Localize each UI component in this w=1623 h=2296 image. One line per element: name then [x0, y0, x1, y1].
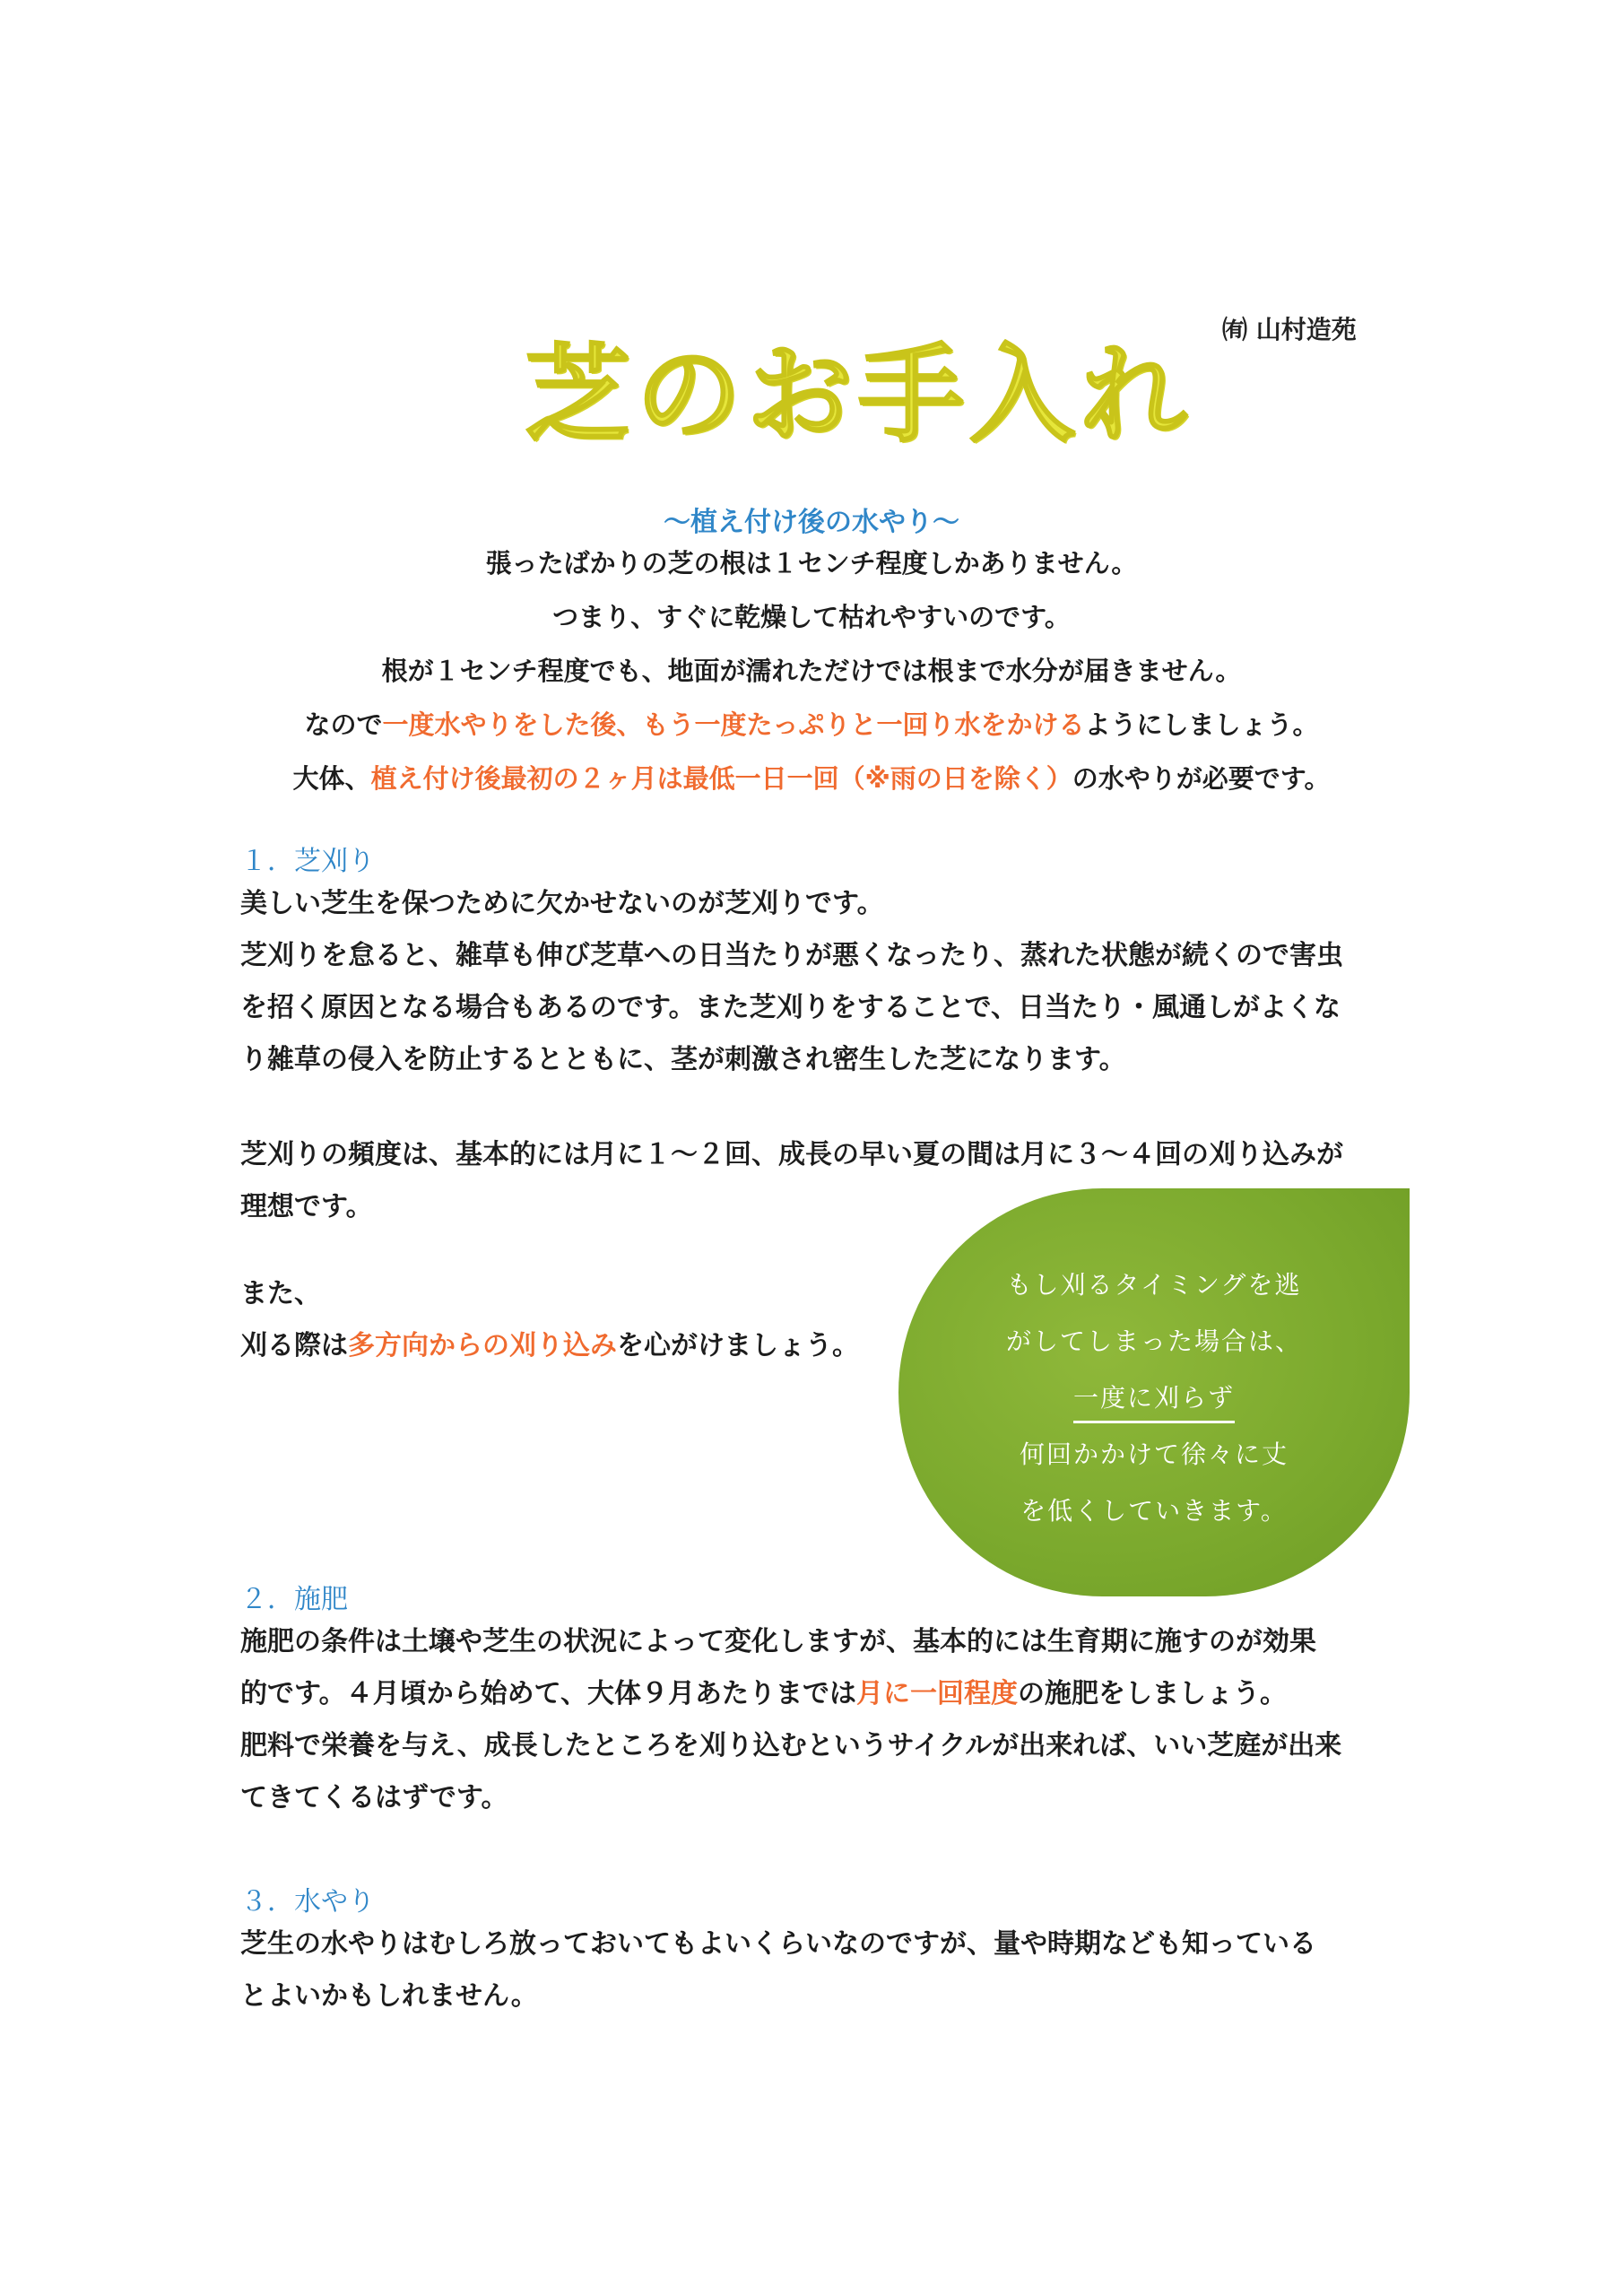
section-2-highlight: 月に一回程度 — [856, 1678, 1018, 1709]
intro-line-4-highlight: 一度水やりをした後、もう一度たっぷりと一回り水をかける — [382, 709, 1085, 740]
section-1-line: を招く原因となる場合もあるのです。また芝刈りをすることで、日当たり・風通しがよくな — [240, 992, 1341, 1023]
section-1-paragraph-3 — [240, 1274, 886, 1378]
intro-line-4-start: なので — [304, 709, 383, 740]
intro-line-4-end: ようにしましょう。 — [1084, 709, 1319, 740]
section-1-line — [240, 1326, 886, 1378]
section-2-heading: ２．施肥 — [240, 1584, 348, 1615]
callout-line: 何回かかけて徐々に丈 — [1019, 1439, 1289, 1469]
section-1-line: 美しい芝生を保つために欠かせないのが芝刈りです。 — [240, 888, 884, 919]
section-1-paragraph-1 — [240, 883, 1415, 1091]
section-3-line: 芝生の水やりはむしろ放っておいてもよいくらいなのですが、量や時期なども知っている — [240, 1928, 1316, 1960]
section-2-line: 施肥の条件は土壌や芝生の状況によって変化しますが、基本的には生育期に施すのが効果 — [240, 1626, 1316, 1657]
company-name: ㈲ 山村造苑 — [1222, 315, 1357, 344]
intro-line-3: 根が１センチ程度でも、地面が濡れただけでは根まで水分が届きません。 — [381, 656, 1242, 686]
callout-line: を低くしていきます。 — [1020, 1496, 1288, 1526]
page-title: 芝のお手入れ — [525, 333, 1193, 457]
intro-line-5-end: の水やりが必要です。 — [1072, 763, 1331, 794]
intro-line-4 — [0, 704, 1623, 758]
callout-line-emphasis — [898, 1378, 1410, 1434]
intro-line-1: 張ったばかりの芝の根は１センチ程度しかありません。 — [485, 548, 1138, 578]
intro-line-2: つまり、すぐに乾燥して枯れやすいのです。 — [552, 602, 1071, 632]
callout-line: がしてしまった場合は、 — [1005, 1326, 1302, 1356]
callout-line: もし刈るタイミングを逃 — [1006, 1270, 1302, 1300]
section-1-p3-start: 刈る際は — [240, 1330, 348, 1361]
section-1-p3-end: を心がけましょう。 — [617, 1330, 859, 1361]
section-1-p3-highlight: 多方向からの刈り込み — [348, 1330, 617, 1361]
section-3-line: とよいかもしれません。 — [240, 1980, 538, 2012]
section-2-paragraph — [240, 1622, 1415, 1830]
section-2-line: 肥料で栄養を与え、成長したところを刈り込むというサイクルが出来れば、いい芝庭が出来 — [240, 1730, 1342, 1761]
intro-block — [0, 543, 1623, 812]
section-3-paragraph — [240, 1924, 1415, 2028]
callout-underlined-text: 一度に刈らず — [1073, 1378, 1235, 1423]
section-2-line-2-end: の施肥をしましょう。 — [1018, 1678, 1287, 1709]
intro-heading: ～植え付け後の水やり～ — [664, 507, 959, 538]
intro-line-5-highlight: 植え付け後最初の２ヶ月は最低一日一回（※雨の日を除く） — [370, 763, 1072, 794]
section-1-line: また、 — [240, 1278, 321, 1309]
section-2-line-2-start: 的です。４月頃から始めて、大体９月あたりまでは — [240, 1678, 856, 1709]
callout-text — [898, 1265, 1410, 1547]
section-1-line: 芝刈りの頻度は、基本的には月に１～２回、成長の早い夏の間は月に３～４回の刈り込みが — [240, 1139, 1343, 1170]
intro-line-5 — [0, 758, 1623, 812]
section-1-line: 芝刈りを怠ると、雑草も伸び芝草への日当たりが悪くなったり、蒸れた状態が続くので害虫 — [240, 940, 1343, 971]
section-1-heading: １．芝刈り — [240, 846, 375, 877]
section-1-line: り雑草の侵入を防止するとともに、茎が刺激され密生した芝になります。 — [240, 1044, 1126, 1075]
section-2-line — [240, 1674, 1415, 1726]
intro-line-5-start: 大体、 — [292, 763, 371, 794]
section-3-heading: ３．水やり — [240, 1886, 375, 1918]
section-2-line: てきてくるはずです。 — [240, 1782, 508, 1813]
section-1-line: 理想です。 — [240, 1191, 373, 1222]
